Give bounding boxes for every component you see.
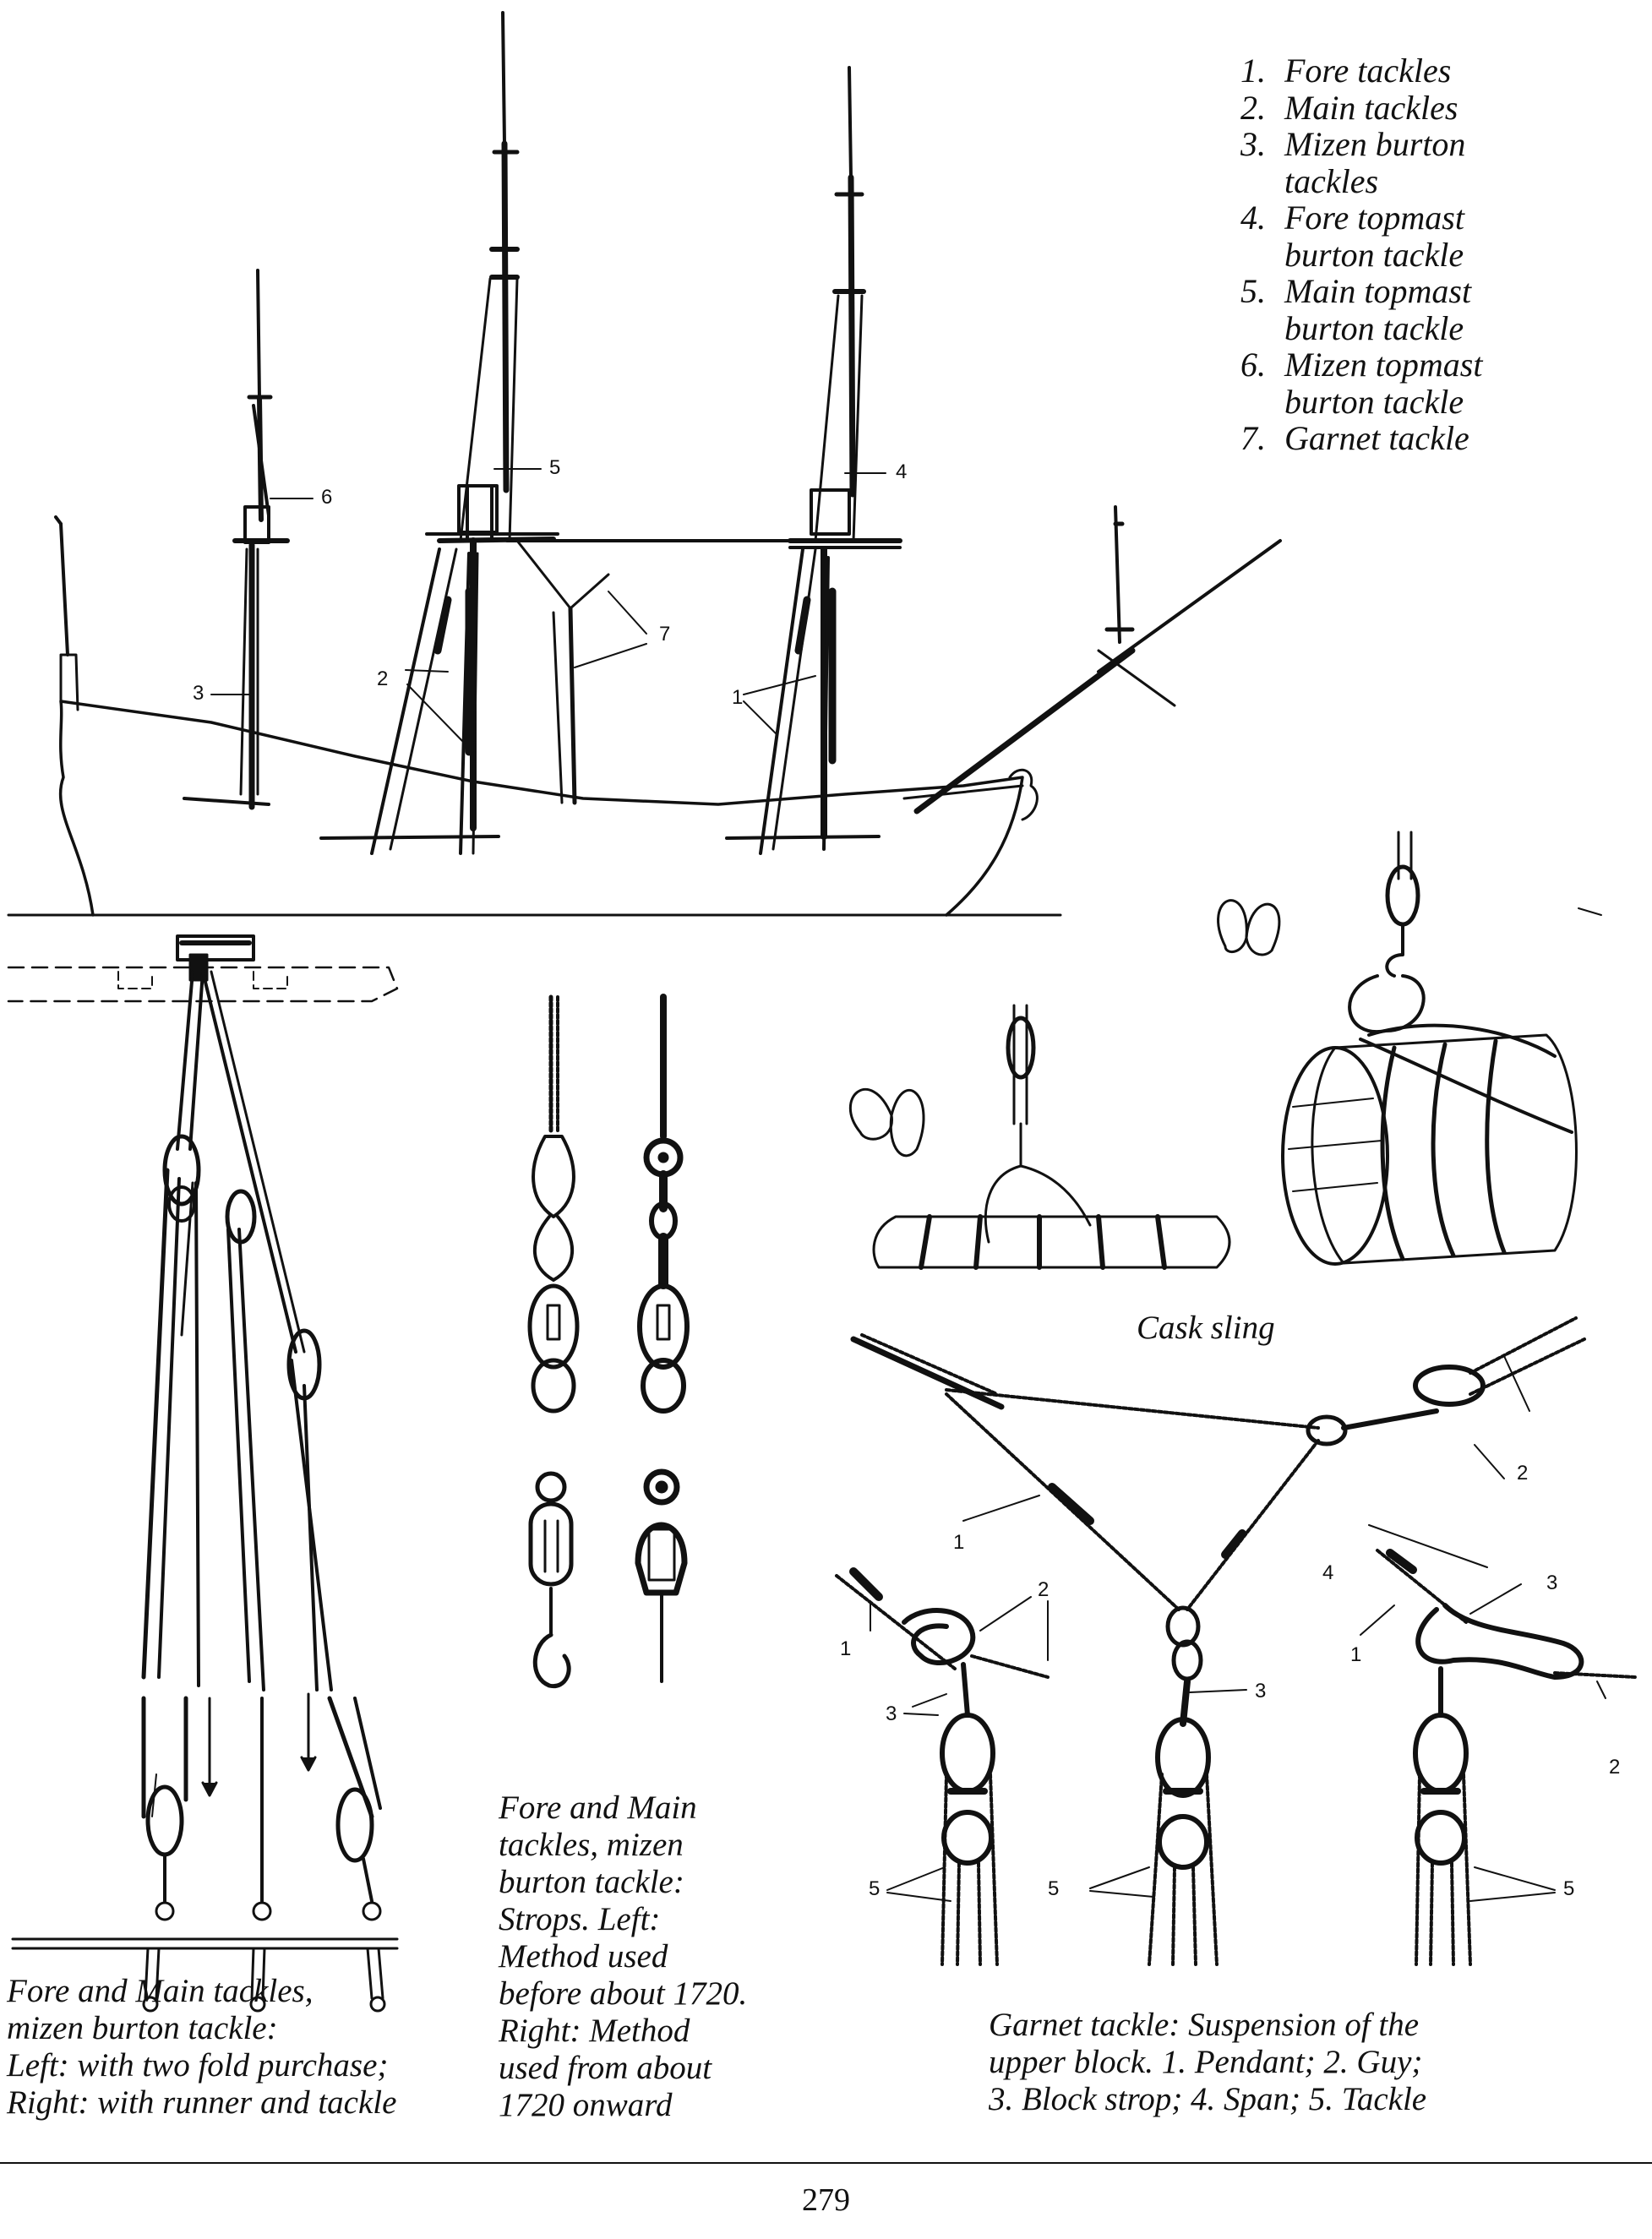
legend-number: 7.: [1240, 419, 1266, 457]
legend-text: Mizen burton: [1284, 125, 1466, 163]
caption-line: upper block. 1. Pendant; 2. Guy;: [989, 2044, 1423, 2080]
tackle-drawing: [8, 936, 397, 2011]
caption-line: Garnet tackle: Suspension of the: [989, 2007, 1420, 2043]
legend-text: burton tackle: [1284, 308, 1464, 347]
caption-line: Right: with runner and tackle: [7, 2084, 397, 2121]
legend-text: tackles: [1284, 161, 1379, 200]
caption-line: 3. Block strop; 4. Span; 5. Tackle: [989, 2081, 1427, 2117]
caption-line: Right: Method: [499, 2013, 690, 2049]
garnet-right-label-3: 3: [1546, 1572, 1558, 1594]
garnet-left-label-1: 1: [840, 1637, 852, 1660]
caption-runner-tackle: [7, 1973, 396, 2122]
caption-line: Fore and Main: [499, 1790, 697, 1826]
garnet-label-4: 4: [1322, 1561, 1334, 1584]
garnet-right-label-5: 5: [1563, 1877, 1575, 1900]
ship-label-2: 2: [377, 667, 389, 690]
caption-garnet-tackle: [989, 2007, 1426, 2118]
garnet-label-5: 5: [1048, 1877, 1060, 1900]
garnet-left-label-5: 5: [869, 1877, 881, 1900]
legend-number: 2.: [1240, 88, 1266, 127]
legend-number: 1.: [1240, 52, 1266, 90]
garnet-left-label-2: 2: [1038, 1578, 1050, 1601]
legend-text: Fore topmast: [1284, 199, 1464, 237]
caption-line: before about 1720.: [499, 1975, 748, 2012]
legend-text: Garnet tackle: [1284, 419, 1469, 457]
legend-number: 3.: [1240, 125, 1266, 163]
caption-line: Method used: [499, 1938, 668, 1975]
ship-label-3: 3: [193, 682, 204, 705]
legend-number: 6.: [1240, 346, 1266, 384]
ship-label-7: 7: [659, 623, 671, 646]
ship-label-4: 4: [896, 460, 908, 483]
ship-leader-lines: [211, 469, 886, 744]
caption-line: mizen burton tackle:: [7, 2010, 278, 2046]
legend-text: Main topmast: [1284, 272, 1472, 310]
legend-text: burton tackle: [1284, 235, 1464, 274]
cask-sling-caption: Cask sling: [1137, 1310, 1275, 1346]
garnet-right-label-2: 2: [1609, 1756, 1621, 1779]
caption-line: Left: with two fold purchase;: [7, 2047, 389, 2084]
legend-text: burton tackle: [1284, 382, 1464, 421]
caption-line: used from about: [499, 2050, 712, 2086]
legend-number: 5.: [1240, 272, 1266, 310]
legend-text: Main tackles: [1284, 88, 1458, 127]
legend-number: 4.: [1240, 199, 1266, 237]
strops-drawing: [530, 997, 687, 1686]
caption-line: 1720 onward: [499, 2087, 673, 2123]
caption-line: tackles, mizen: [499, 1827, 684, 1863]
garnet-label-2: 2: [1517, 1462, 1529, 1484]
ship-label-5: 5: [549, 456, 561, 479]
garnet-label-1: 1: [953, 1531, 965, 1554]
caption-line: Strops. Left:: [499, 1901, 661, 1937]
garnet-right-label-1: 1: [1350, 1643, 1362, 1666]
legend-text: Mizen topmast: [1284, 346, 1483, 384]
caption-strops: [499, 1790, 747, 2124]
garnet-label-3: 3: [1255, 1680, 1267, 1702]
garnet-left-label-3: 3: [886, 1702, 897, 1725]
ship-profile-drawing: [8, 13, 1280, 915]
caption-line: burton tackle:: [499, 1864, 684, 1900]
caption-line: Fore and Main tackles,: [7, 1973, 313, 2009]
ship-label-1: 1: [732, 686, 744, 709]
ship-label-6: 6: [321, 486, 333, 509]
page-number: 279: [802, 2182, 850, 2218]
legend-text: Fore tackles: [1284, 52, 1452, 90]
